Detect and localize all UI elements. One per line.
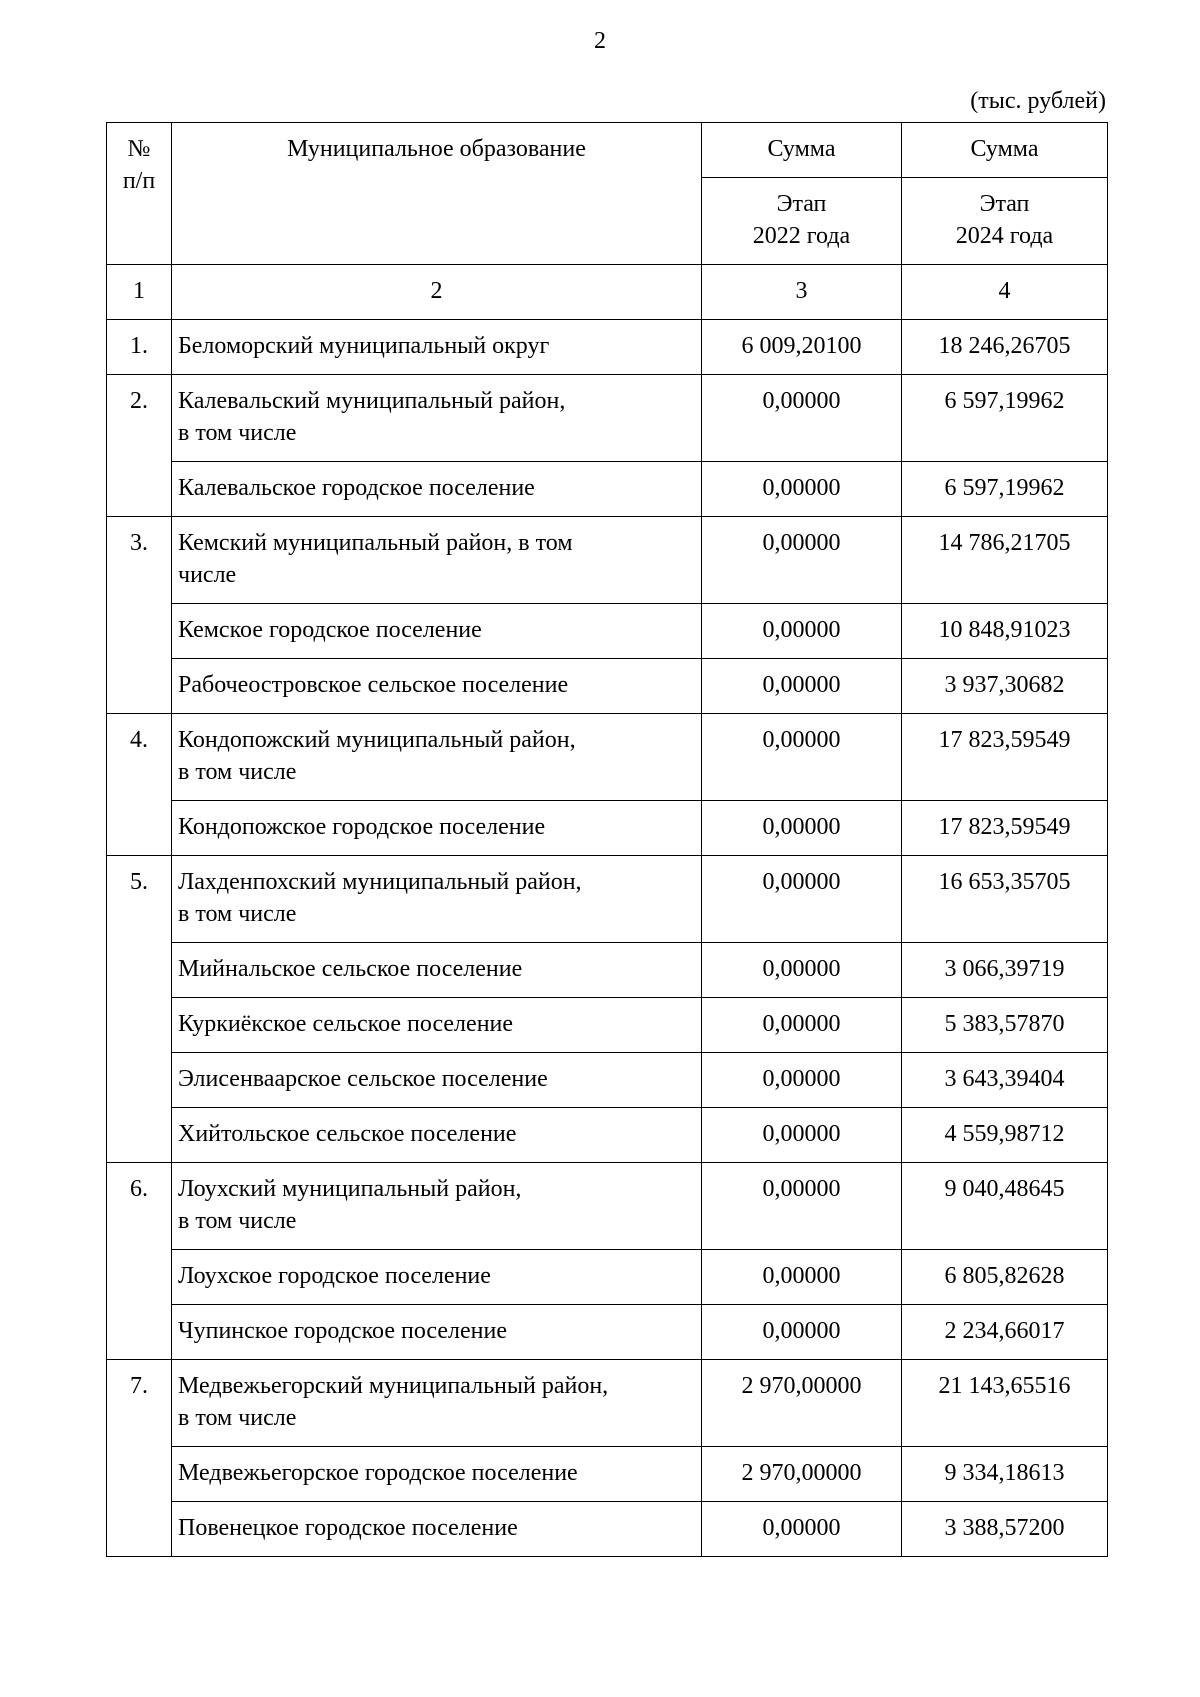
table-row xyxy=(107,1447,1108,1502)
municipality-name-line: в том числе xyxy=(178,1405,297,1431)
header-stage-2022-year: 2022 года xyxy=(752,223,851,249)
table-row xyxy=(107,998,1108,1053)
municipality-name-line: Кондопожское городское поселение xyxy=(178,814,546,840)
municipality-name xyxy=(172,943,702,998)
sum-2022: 0,00000 xyxy=(702,943,902,998)
units-label: (тыс. рублей) xyxy=(970,88,1106,114)
sum-2022: 0,00000 xyxy=(702,1163,902,1250)
sum-2024: 3 643,39404 xyxy=(902,1053,1108,1108)
sum-2024: 14 786,21705 xyxy=(902,517,1108,604)
municipality-name-line: Лоухский муниципальный район, xyxy=(178,1176,522,1202)
municipality-name-line: Лоухское городское поселение xyxy=(178,1263,491,1289)
sum-2022: 6 009,20100 xyxy=(702,320,902,375)
sum-2024: 17 823,59549 xyxy=(902,714,1108,801)
sum-2024: 5 383,57870 xyxy=(902,998,1108,1053)
sum-2022: 0,00000 xyxy=(702,1108,902,1163)
municipality-name-line: Хийтольское сельское поселение xyxy=(178,1121,517,1147)
sum-2022: 0,00000 xyxy=(702,375,902,462)
municipality-name xyxy=(172,320,702,375)
table-row xyxy=(107,1305,1108,1360)
header-number-abbr: п/п xyxy=(122,168,156,194)
sum-2022: 0,00000 xyxy=(702,1250,902,1305)
sum-2022: 0,00000 xyxy=(702,998,902,1053)
table-row xyxy=(107,517,1108,604)
municipality-name xyxy=(172,714,702,801)
municipality-name xyxy=(172,801,702,856)
sum-2022: 0,00000 xyxy=(702,714,902,801)
sum-2024: 9 040,48645 xyxy=(902,1163,1108,1250)
sum-2022: 0,00000 xyxy=(702,1053,902,1108)
header-stage-2024 xyxy=(902,178,1108,265)
sum-2024: 6 597,19962 xyxy=(902,375,1108,462)
municipality-name-line: Кемский муниципальный район, в том xyxy=(178,530,573,556)
sum-2024: 16 653,35705 xyxy=(902,856,1108,943)
sum-2024: 9 334,18613 xyxy=(902,1447,1108,1502)
header-stage-2022-label: Этап xyxy=(776,191,827,217)
column-index-1: 1 xyxy=(107,265,172,320)
table-row xyxy=(107,1108,1108,1163)
column-index-4: 4 xyxy=(902,265,1108,320)
header-sum-2024: Сумма xyxy=(902,123,1108,178)
row-number: 3. xyxy=(107,517,172,714)
sum-2022: 0,00000 xyxy=(702,462,902,517)
municipality-name xyxy=(172,604,702,659)
sum-2024: 2 234,66017 xyxy=(902,1305,1108,1360)
municipality-name xyxy=(172,1502,702,1557)
table-row xyxy=(107,1163,1108,1250)
table-row xyxy=(107,1250,1108,1305)
row-number: 1. xyxy=(107,320,172,375)
sum-2022: 0,00000 xyxy=(702,856,902,943)
row-number: 7. xyxy=(107,1360,172,1557)
municipality-name-line: Кемское городское поселение xyxy=(178,617,482,643)
municipality-name-line: Куркиёкское сельское поселение xyxy=(178,1011,514,1037)
municipality-name xyxy=(172,1108,702,1163)
row-number: 5. xyxy=(107,856,172,1163)
table-row xyxy=(107,1053,1108,1108)
sum-2024: 6 805,82628 xyxy=(902,1250,1108,1305)
column-index-2: 2 xyxy=(172,265,702,320)
header-sum-2022: Сумма xyxy=(702,123,902,178)
header-stage-2024-year: 2024 года xyxy=(955,223,1054,249)
municipality-name-line: Мийнальское сельское поселение xyxy=(178,956,523,982)
municipality-name-line: Калевальское городское поселение xyxy=(178,475,535,501)
sum-2022: 0,00000 xyxy=(702,604,902,659)
page-number: 2 xyxy=(594,28,606,54)
table-row xyxy=(107,856,1108,943)
sum-2022: 0,00000 xyxy=(702,659,902,714)
sum-2022: 2 970,00000 xyxy=(702,1447,902,1502)
sum-2024: 3 937,30682 xyxy=(902,659,1108,714)
municipality-name xyxy=(172,1305,702,1360)
municipality-name-line: Калевальский муниципальный район, xyxy=(178,388,566,414)
header-number xyxy=(107,123,172,265)
sum-2024: 17 823,59549 xyxy=(902,801,1108,856)
header-stage-2022 xyxy=(702,178,902,265)
sum-2022: 0,00000 xyxy=(702,1502,902,1557)
municipality-name-line: Медвежьегорское городское поселение xyxy=(178,1460,578,1486)
header-number-symbol: № xyxy=(127,136,151,162)
municipality-name-line: Лахденпохский муниципальный район, xyxy=(178,869,582,895)
table-row xyxy=(107,1502,1108,1557)
municipality-name xyxy=(172,1250,702,1305)
header-stage-2024-label: Этап xyxy=(979,191,1030,217)
table-header xyxy=(107,123,1108,320)
table-body xyxy=(107,320,1108,1557)
table-row xyxy=(107,714,1108,801)
table-row xyxy=(107,375,1108,462)
table-row xyxy=(107,320,1108,375)
sum-2024: 4 559,98712 xyxy=(902,1108,1108,1163)
municipality-name xyxy=(172,856,702,943)
municipality-name-line: Рабочеостровское сельское поселение xyxy=(178,672,569,698)
table-row xyxy=(107,462,1108,517)
row-number: 4. xyxy=(107,714,172,856)
sum-2024: 10 848,91023 xyxy=(902,604,1108,659)
municipality-name xyxy=(172,517,702,604)
municipality-name xyxy=(172,1447,702,1502)
municipality-name xyxy=(172,1360,702,1447)
row-number: 2. xyxy=(107,375,172,517)
row-number: 6. xyxy=(107,1163,172,1360)
municipality-name-line: числе xyxy=(178,562,237,588)
sum-2024: 18 246,26705 xyxy=(902,320,1108,375)
municipality-name-line: в том числе xyxy=(178,759,297,785)
municipality-name xyxy=(172,659,702,714)
municipality-name-line: Элисенваарское сельское поселение xyxy=(178,1066,548,1092)
sum-2024: 3 388,57200 xyxy=(902,1502,1108,1557)
table-row xyxy=(107,801,1108,856)
table-row xyxy=(107,604,1108,659)
sum-2022: 0,00000 xyxy=(702,1305,902,1360)
municipality-name-line: Кондопожский муниципальный район, xyxy=(178,727,576,753)
sum-2022: 2 970,00000 xyxy=(702,1360,902,1447)
sum-2024: 21 143,65516 xyxy=(902,1360,1108,1447)
table-row xyxy=(107,943,1108,998)
sum-2022: 0,00000 xyxy=(702,801,902,856)
municipality-name xyxy=(172,998,702,1053)
municipality-name-line: в том числе xyxy=(178,420,297,446)
municipality-name xyxy=(172,1163,702,1250)
column-index-3: 3 xyxy=(702,265,902,320)
municipality-name xyxy=(172,375,702,462)
municipality-name xyxy=(172,1053,702,1108)
column-index-row xyxy=(107,265,1108,320)
municipality-name-line: Чупинское городское поселение xyxy=(178,1318,507,1344)
sum-2024: 6 597,19962 xyxy=(902,462,1108,517)
municipality-name-line: Медвежьегорский муниципальный район, xyxy=(178,1373,609,1399)
municipality-name xyxy=(172,462,702,517)
header-municipality: Муниципальное образование xyxy=(172,123,702,265)
sum-2022: 0,00000 xyxy=(702,517,902,604)
table-row xyxy=(107,1360,1108,1447)
municipality-name-line: в том числе xyxy=(178,901,297,927)
municipality-name-line: Повенецкое городское поселение xyxy=(178,1515,518,1541)
table-row xyxy=(107,659,1108,714)
budget-table xyxy=(106,122,1108,1557)
municipality-name-line: в том числе xyxy=(178,1208,297,1234)
sum-2024: 3 066,39719 xyxy=(902,943,1108,998)
municipality-name-line: Беломорский муниципальный округ xyxy=(178,333,550,359)
